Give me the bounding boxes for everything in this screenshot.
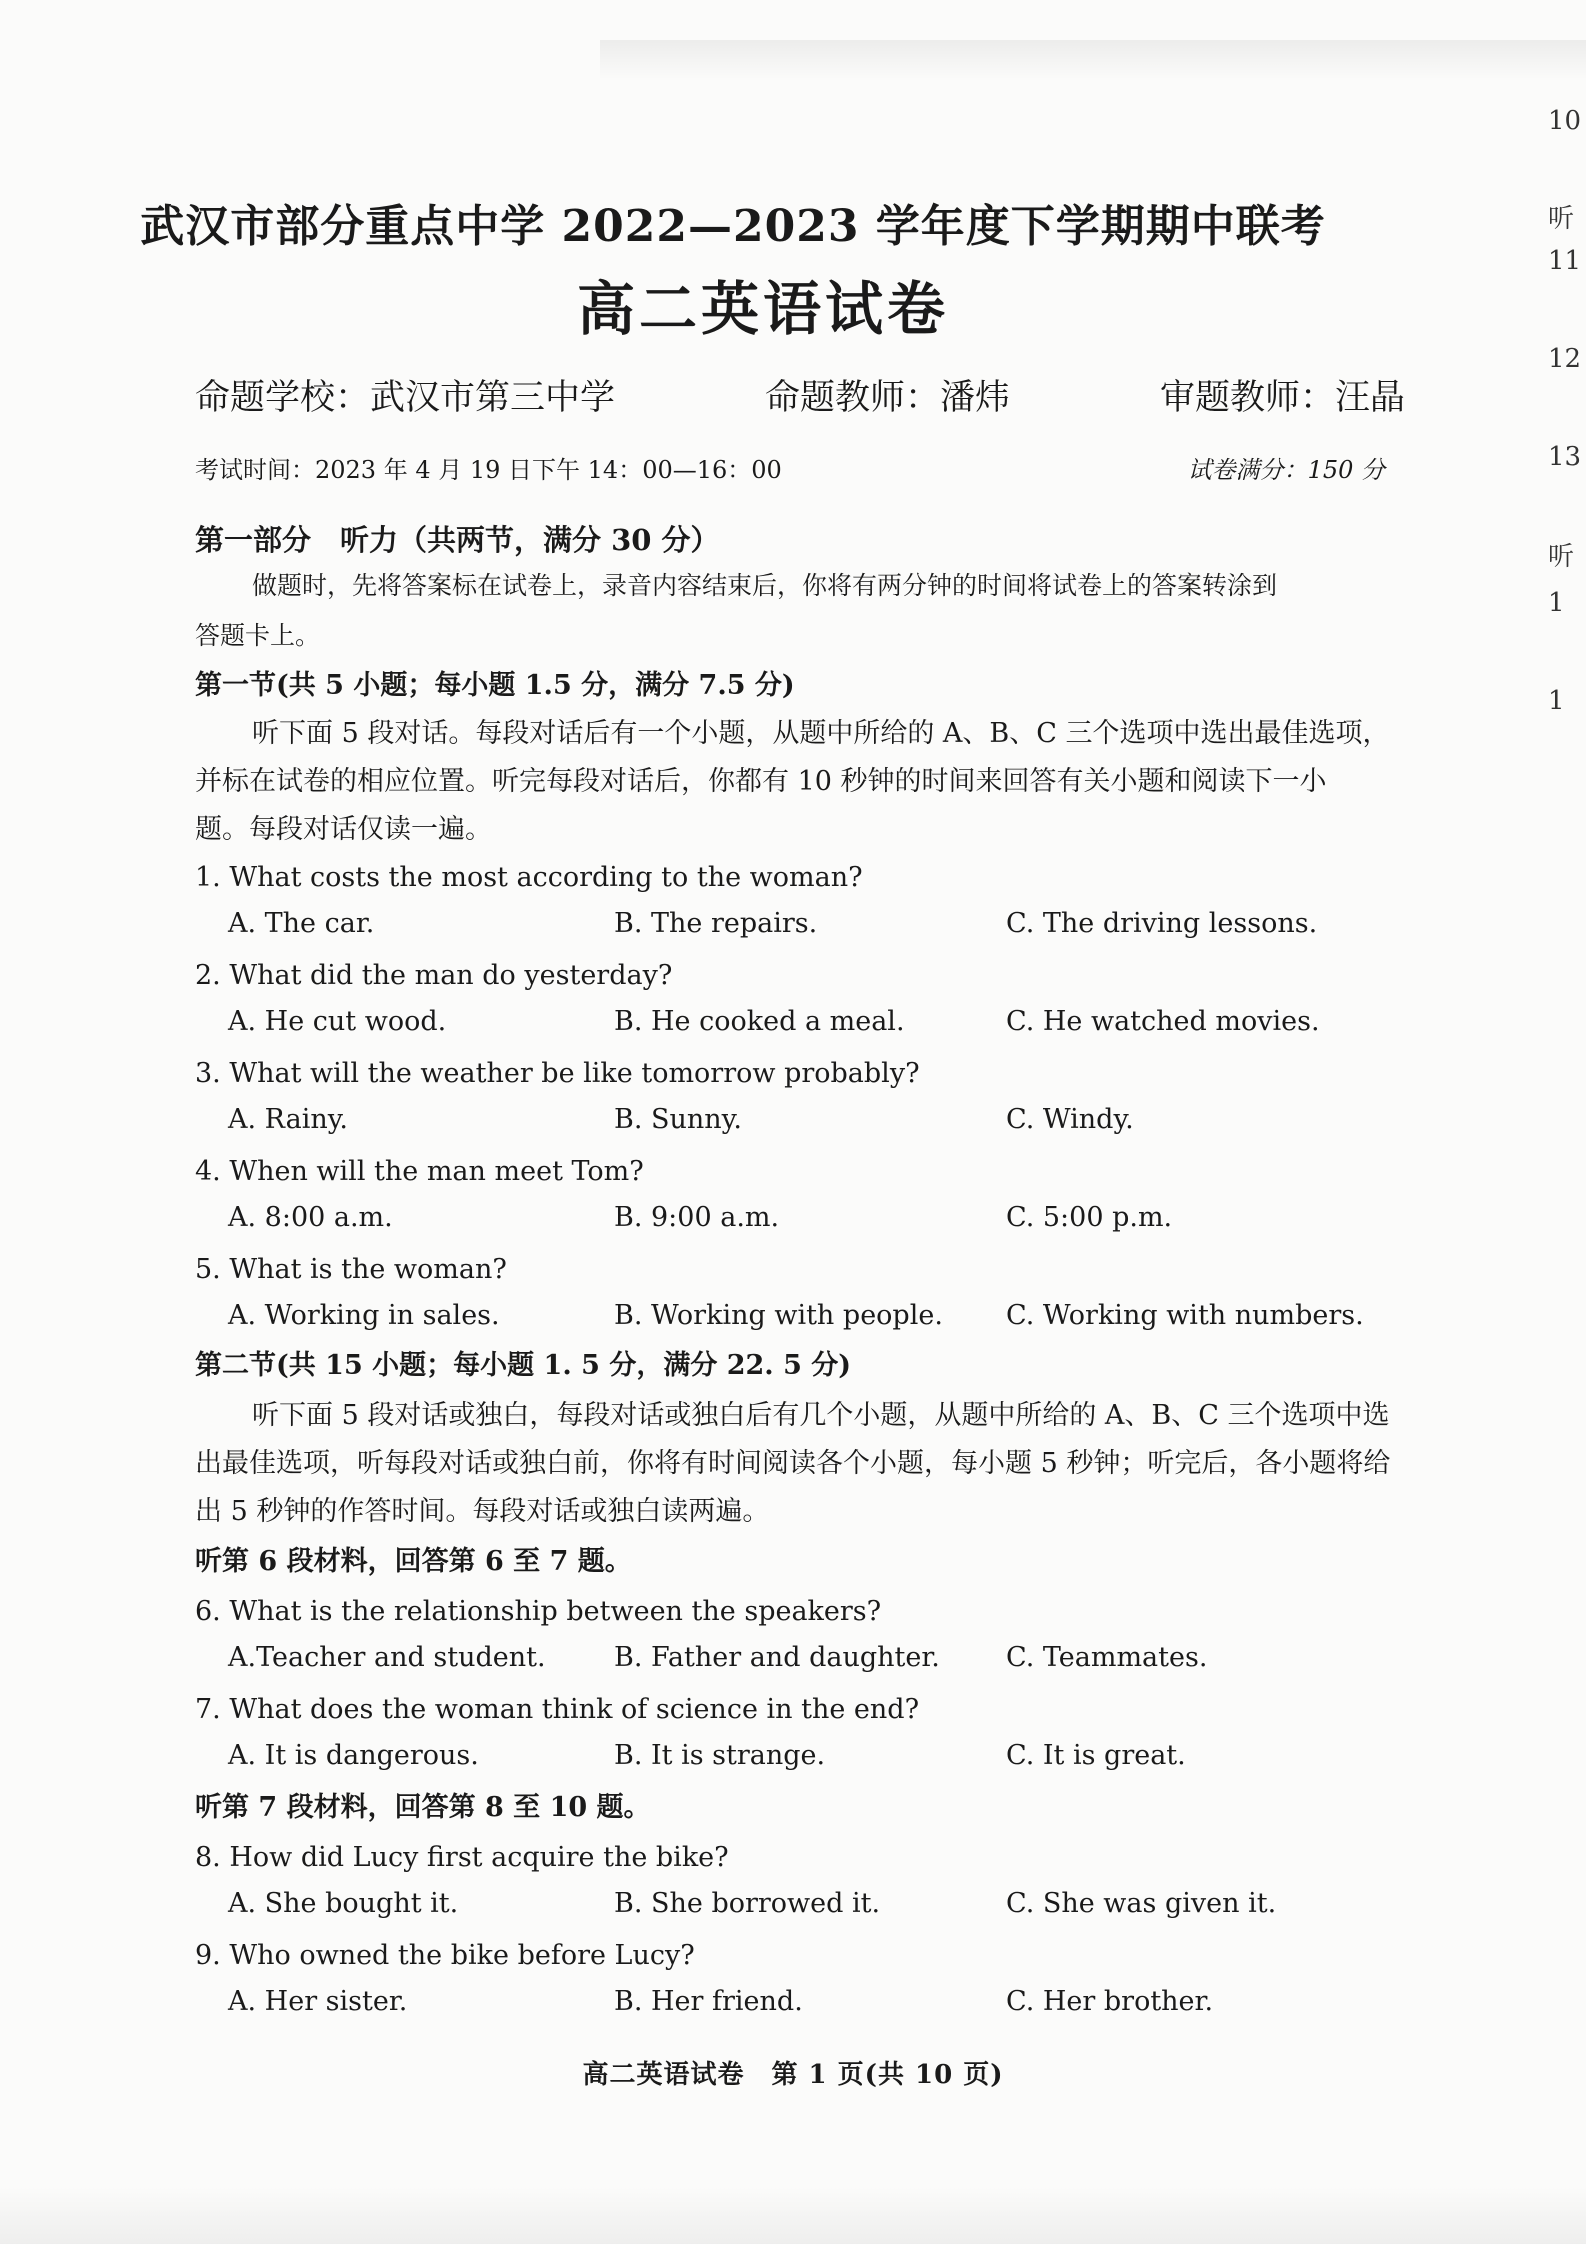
question-8: 8. How did Lucy first acquire the bike? — [195, 1842, 729, 1873]
section2-instruction: 出 5 秒钟的作答时间。每段对话或独白读两遍。 — [195, 1496, 770, 1527]
bleed-text: 1 — [1548, 686, 1565, 716]
exam-title: 武汉市部分重点中学 2022—2023 学年度下学期期中联考 — [140, 201, 1326, 252]
author-row — [195, 370, 1406, 420]
option-c: C. She was given it. — [1006, 1888, 1277, 1919]
option-a: A. It is dangerous. — [228, 1740, 479, 1771]
option-a: A. She bought it. — [228, 1888, 459, 1919]
section1-instruction: 听下面 5 段对话。每段对话后有一个小题，从题中所给的 A、B、C 三个选项中选出最佳选项， — [252, 718, 1390, 749]
option-a: A.Teacher and student. — [228, 1642, 546, 1673]
bleed-text: 11 — [1548, 246, 1582, 276]
section2-instruction: 听下面 5 段对话或独白，每段对话或独白后有几个小题，从题中所给的 A、B、C 三个选项中选 — [252, 1400, 1390, 1431]
option-b: B. She borrowed it. — [614, 1888, 881, 1919]
option-b: B. It is strange. — [614, 1740, 826, 1771]
option-c: C. 5:00 p.m. — [1006, 1202, 1173, 1233]
option-b: B. The repairs. — [614, 908, 818, 939]
group-heading-7: 听第 7 段材料，回答第 8 至 10 题。 — [195, 1792, 651, 1823]
option-a: A. He cut wood. — [228, 1006, 447, 1037]
question-4: 4. When will the man meet Tom? — [195, 1156, 644, 1187]
page-footer: 高二英语试卷 第 1 页(共 10 页) — [582, 2060, 1004, 2090]
option-b: B. Working with people. — [614, 1300, 943, 1331]
exam-subtitle: 高二英语试卷 — [576, 275, 949, 343]
section1-instruction: 题。每段对话仅读一遍。 — [195, 814, 492, 845]
question-9: 9. Who owned the bike before Lucy? — [195, 1940, 695, 1971]
option-b: B. He cooked a meal. — [614, 1006, 905, 1037]
part1-heading: 第一部分 听力（共两节，满分 30 分） — [195, 523, 720, 557]
question-5: 5. What is the woman? — [195, 1254, 507, 1285]
part1-intro-line: 答题卡上。 — [195, 621, 321, 650]
option-a: A. Working in sales. — [228, 1300, 500, 1331]
section1-instruction: 并标在试卷的相应位置。听完每段对话后，你都有 10 秒钟的时间来回答有关小题和阅读下一小 — [195, 766, 1327, 797]
option-c: C. It is great. — [1006, 1740, 1186, 1771]
option-b: B. 9:00 a.m. — [614, 1202, 780, 1233]
section1-heading: 第一节(共 5 小题；每小题 1.5 分，满分 7.5 分) — [195, 670, 795, 701]
option-b: B. Sunny. — [614, 1104, 742, 1135]
part1-intro-line: 做题时，先将答案标在试卷上，录音内容结束后，你将有两分钟的时间将试卷上的答案转涂到 — [252, 571, 1278, 600]
bleed-text: 13 — [1548, 442, 1582, 472]
option-a: A. Her sister. — [228, 1986, 408, 2017]
option-c: C. He watched movies. — [1006, 1006, 1320, 1037]
option-a: A. The car. — [228, 908, 375, 939]
option-c: C. Teammates. — [1006, 1642, 1208, 1673]
school-label: 命题学校：武汉市第三中学 — [195, 378, 616, 418]
exam-time: 考试时间：2023 年 4 月 19 日下午 14：00—16：00 — [195, 456, 782, 484]
scan-shadow — [600, 40, 1586, 80]
option-b: B. Father and daughter. — [614, 1642, 940, 1673]
bleed-text: 听 — [1548, 542, 1575, 572]
section2-heading: 第二节(共 15 小题；每小题 1. 5 分，满分 22. 5 分) — [195, 1350, 852, 1381]
question-7: 7. What does the woman think of science in the end? — [195, 1694, 920, 1725]
question-3: 3. What will the weather be like tomorrow probably? — [195, 1058, 920, 1089]
reviewer-label: 审题教师：汪晶 — [1160, 378, 1406, 418]
question-1: 1. What costs the most according to the woman? — [195, 862, 863, 893]
question-2: 2. What did the man do yesterday? — [195, 960, 673, 991]
teacher-label: 命题教师：潘炜 — [765, 378, 1011, 418]
option-c: C. Windy. — [1006, 1104, 1134, 1135]
time-row — [195, 450, 1385, 486]
bleed-text: 1 — [1548, 588, 1565, 618]
question-6: 6. What is the relationship between the speakers? — [195, 1596, 882, 1627]
scan-bottom-edge — [0, 2186, 1586, 2244]
option-c: C. Her brother. — [1006, 1986, 1214, 2017]
bleed-text: 12 — [1548, 344, 1582, 374]
option-c: C. Working with numbers. — [1006, 1300, 1364, 1331]
bleed-text: 10 — [1548, 106, 1582, 136]
bleed-text: 听 — [1548, 204, 1575, 234]
group-heading-6: 听第 6 段材料，回答第 6 至 7 题。 — [195, 1546, 632, 1577]
option-b: B. Her friend. — [614, 1986, 803, 2017]
option-a: A. Rainy. — [228, 1104, 348, 1135]
section2-instruction: 出最佳选项，听每段对话或独白前，你将有时间阅读各个小题，每小题 5 秒钟；听完后，各小题将给 — [195, 1448, 1391, 1479]
full-score: 试卷满分：150 分 — [1187, 456, 1385, 484]
option-c: C. The driving lessons. — [1006, 908, 1318, 939]
option-a: A. 8:00 a.m. — [228, 1202, 393, 1233]
